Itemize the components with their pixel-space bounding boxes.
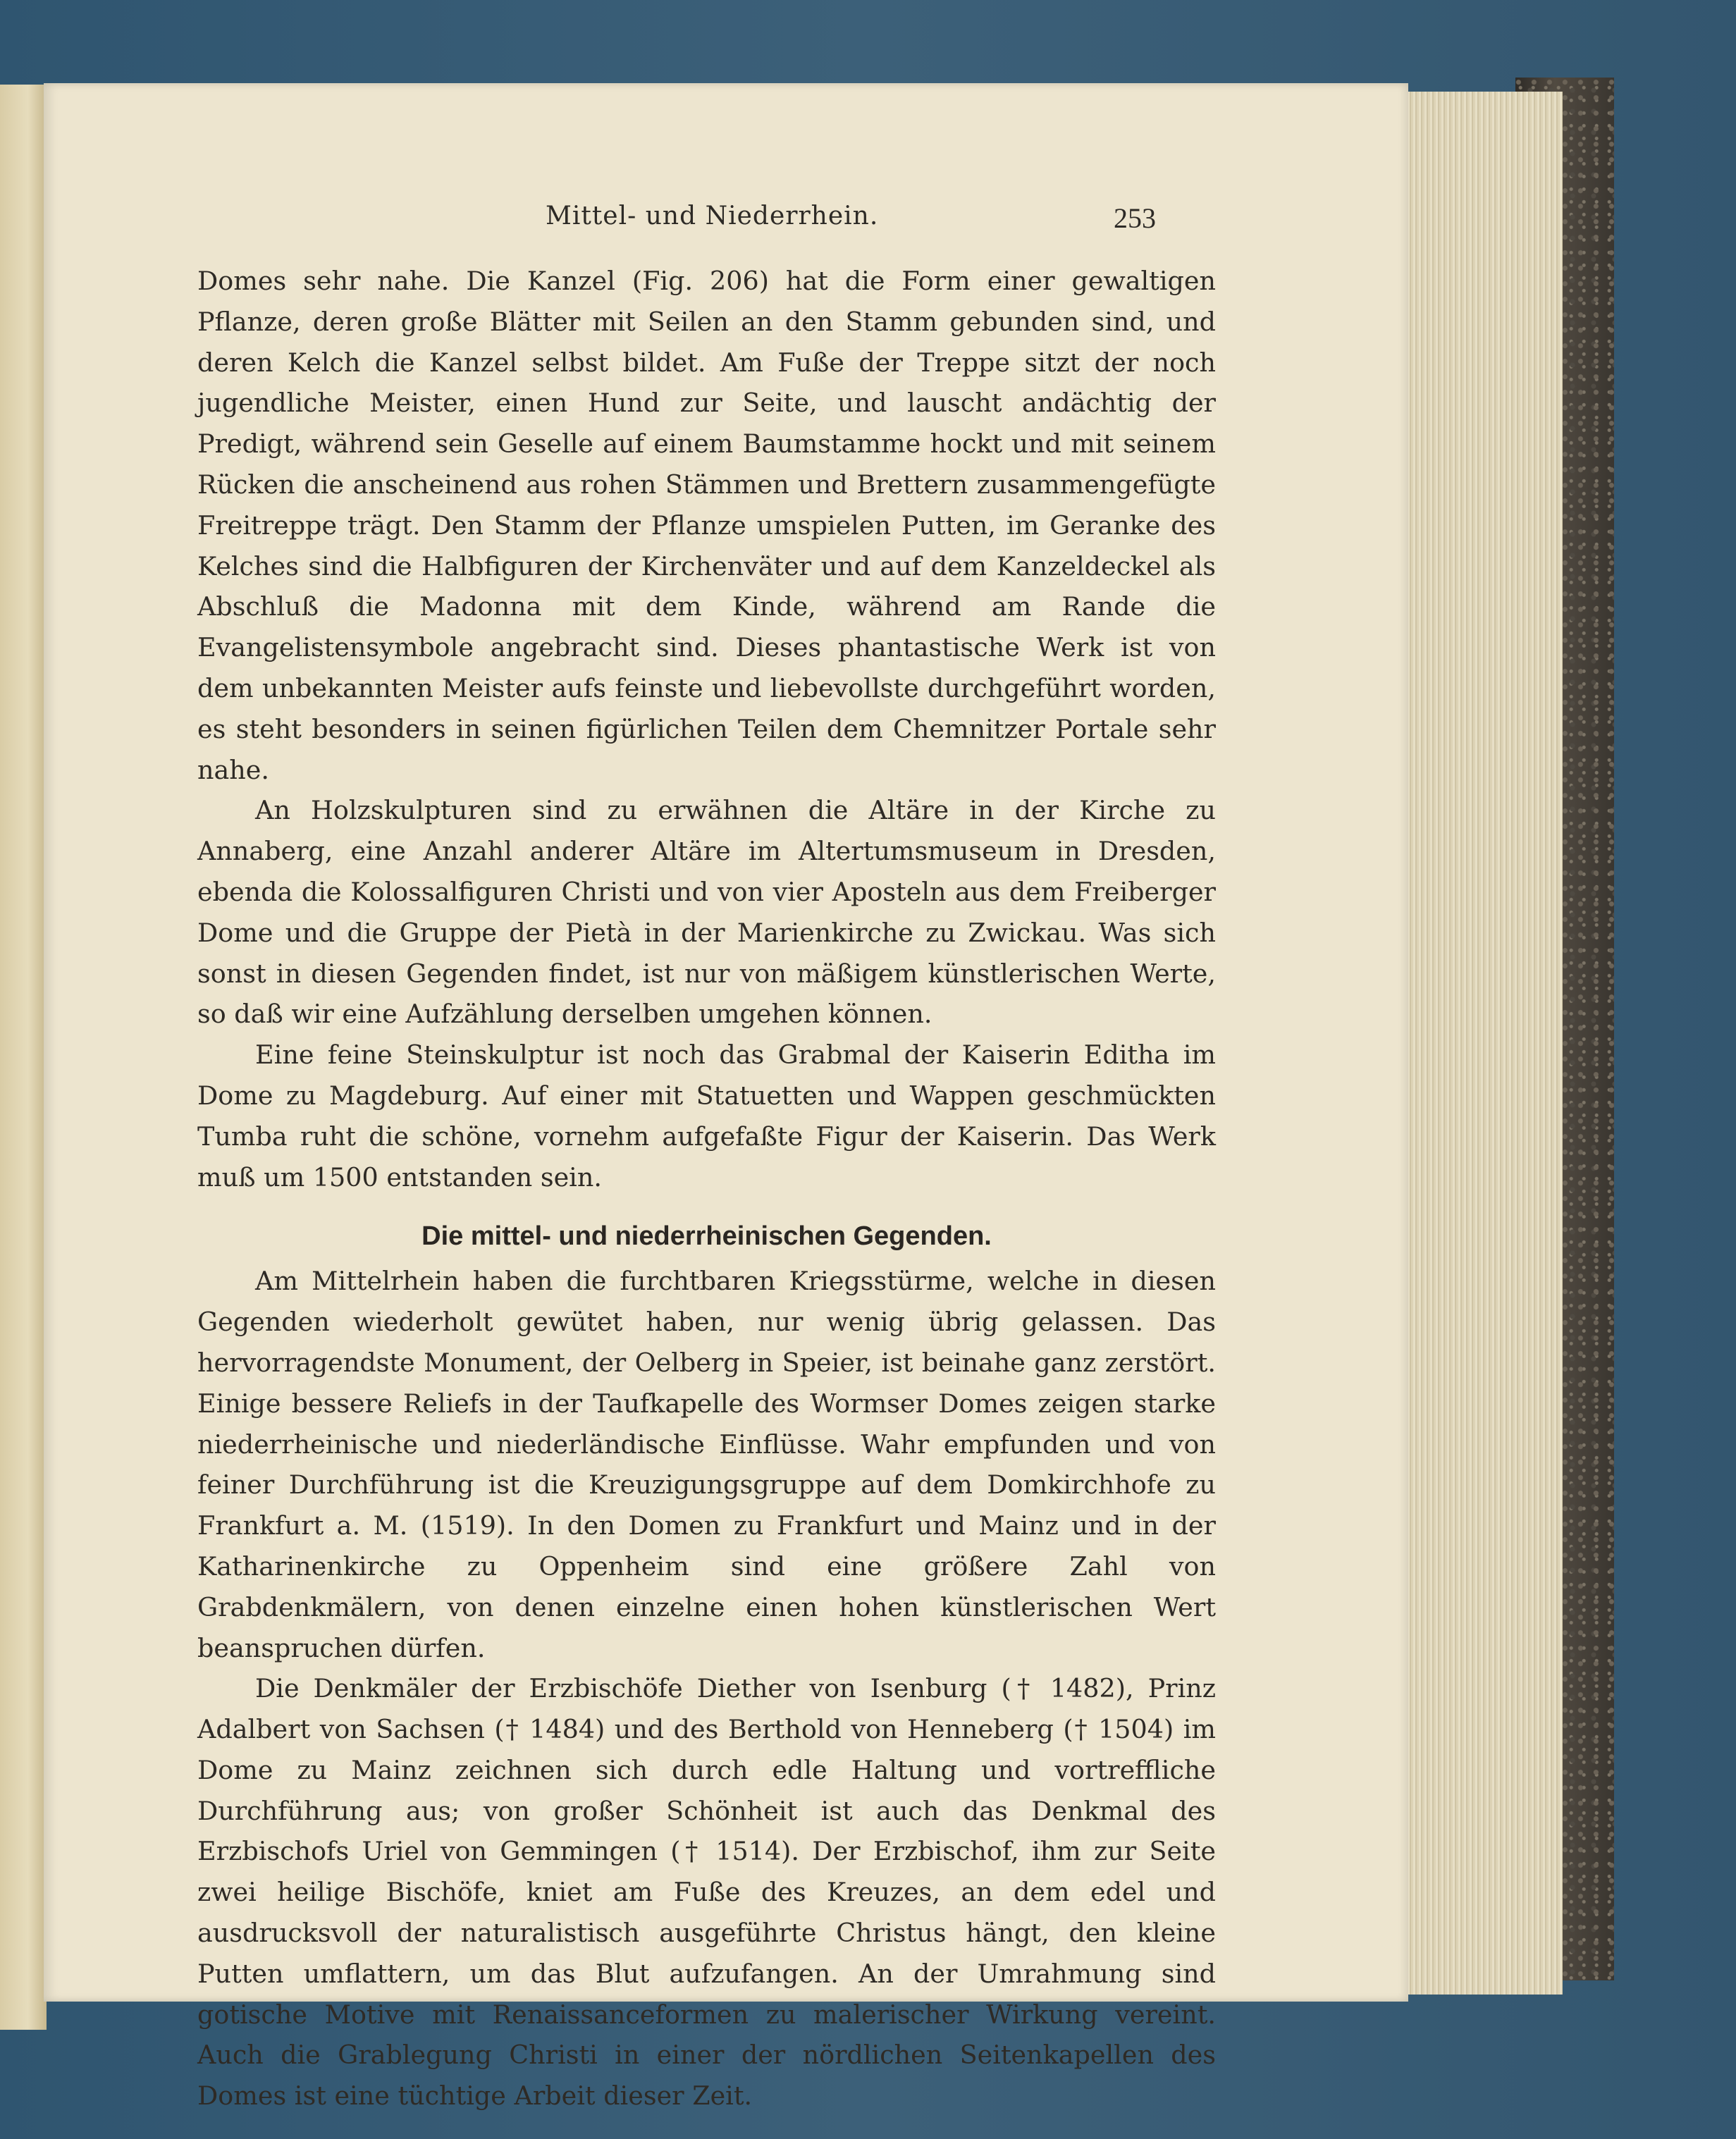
paragraph: Am Mittelrhein haben die furchtbaren Kriegsstürme, welche in diesen Gegenden wiederholt gewütet haben, nur wenig übrig gelassen. Das hervorragendste Monument, der Oelberg in Speier, ist beinahe ganz zerstört. Einige bessere Reliefs in der Taufkapelle des Wormser Domes zeigen starke niederrheinische und niederländische Einflüsse. Wahr empfunden und von feiner Durchführung ist die Kreuzigungsgruppe auf dem Domkirchhofe zu Frankfurt a. M. (1519). In den Domen zu Frankfurt und Mainz und in der Katharinenkirche zu Oppenheim sind eine größere Zahl von Grabdenkmälern, von denen einzelne einen hohen künstlerischen Wert beanspruchen dürfen. [197, 1266, 1216, 1663]
paragraph: An Holzskulpturen sind zu erwähnen die Altäre in der Kirche zu Annaberg, eine Anzahl anderer Altäre im Altertumsmuseum in Dresden, ebenda die Kolossalfiguren Christi und von vier Aposteln aus dem Freiberger Dome und die Gruppe der Pietà in der Marienkirche zu Zwickau. Was sich sonst in diesen Gegenden findet, ist nur von mäßigem künstlerischen Werte, so daß wir eine Aufzählung derselben umgehen können. [197, 795, 1216, 1030]
paragraph: Die Denkmäler der Erzbischöfe Diether von Isenburg († 1482), Prinz Adalbert von Sachsen († 1484) und des Berthold von Henneberg († 1504) im Dome zu Mainz zeichnen sich durch edle Haltung und vortreffliche Durchführung aus; von großer Schönheit ist auch das Denkmal des Erzbischofs Uriel von Gemmingen († 1514). Der Erzbischof, ihm zur Seite zwei heilige Bischöfe, kniet am Fuße des Kreuzes, an dem edel und ausdrucksvoll der naturalistisch ausgeführte Christus hängt, den kleine Putten umflattern, um das Blut aufzufangen. An der Umrahmung sind gotische Motive mit Renaissanceformen zu malerischer Wirkung vereint. Auch die Grablegung Christi in einer der nördlichen Seitenkapellen des Domes ist eine tüchtige Arbeit dieser Zeit. [197, 1673, 1216, 2112]
page-number: 253 [1114, 202, 1156, 234]
book-page [44, 83, 1408, 2112]
paragraph: Domes sehr nahe. Die Kanzel (Fig. 206) hat die Form einer gewaltigen Pflanze, deren große Blätter mit Seilen an den Stamm gebunden sind, und deren Kelch die Kanzel selbst bildet. Am Fuße der Treppe sitzt der noch jugendliche Meister, einen Hund zur Seite, und lauscht andächtig der Predigt, während sein Geselle auf einem Baumstamme hockt und mit seinem Rücken die anscheinend aus rohen Stämmen und Brettern zusammengefügte Freitreppe trägt. Den Stamm der Pflanze umspielen Putten, im Geranke des Kelches sind die Halbfiguren der Kirchenväter und auf dem Kanzeldeckel als Abschluß die Madonna mit dem Kinde, während am Rande die Evangelistensymbole angebracht sind. Dieses phantastische Werk ist von dem unbekannten Meister aufs feinste und liebevollste durchgeführt worden, es steht besonders in seinen figürlichen Teilen dem Chemnitzer Portale sehr nahe. [197, 266, 1216, 785]
section-heading: Die mittel- und niederrheinischen Gegenden. [421, 1221, 992, 1252]
running-head [44, 202, 1408, 244]
page-block-edges [1406, 92, 1563, 1995]
facing-page-edge [0, 85, 47, 2030]
paragraph: Eine feine Steinskulptur ist noch das Grabmal der Kaiserin Editha im Dome zu Magdeburg. Auf einer mit Statuetten und Wappen geschmückten Tumba ruht die schöne, vornehm aufgefaßte Figur der Kaiserin. Das Werk muß um 1500 entstanden sein. [197, 1040, 1216, 1192]
running-head-title: Mittel- und Niederrhein. [546, 202, 879, 230]
body-text [197, 261, 1216, 2116]
